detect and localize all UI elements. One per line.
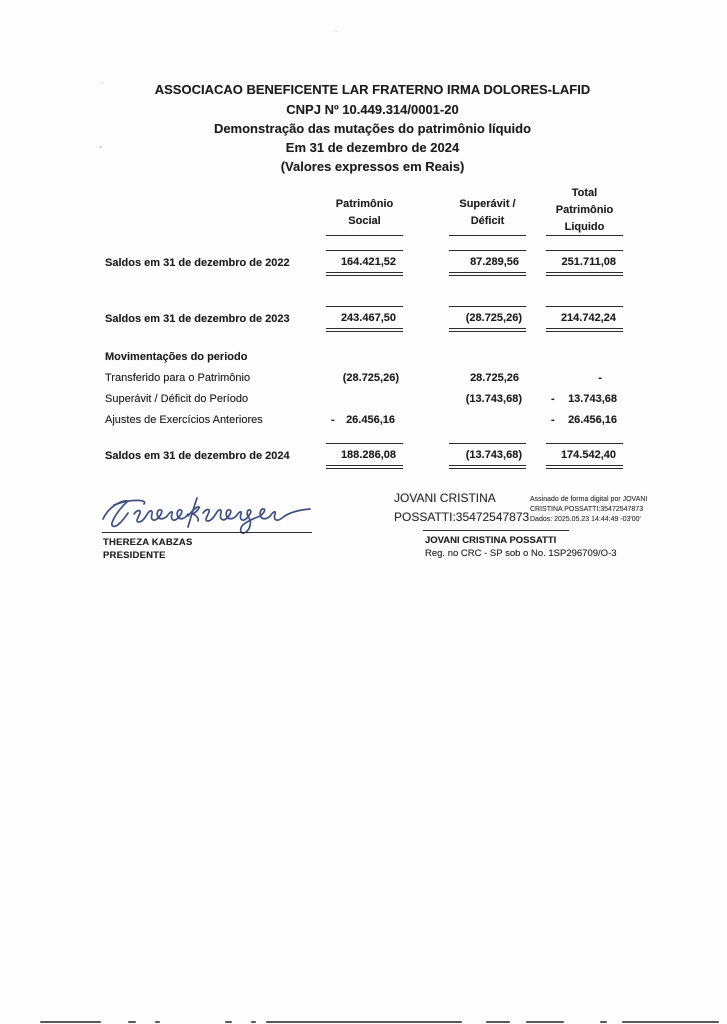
currency-note: (Valores expressos em Reais): [280, 159, 465, 174]
cell-2022-superavit-deficit: 87.289,56: [449, 250, 526, 276]
cell-transferido-total-dash: -: [598, 372, 602, 384]
col2-header-line1: Superávit /: [459, 198, 516, 210]
scan-edge-artifact: [486, 1021, 510, 1023]
scan-edge-artifact: [622, 1021, 719, 1023]
scan-edge-artifact: [40, 1021, 101, 1023]
column-header-patrimonio-social: [326, 196, 403, 236]
row-label-transferido: Transferido para o Patrimônio: [105, 372, 251, 384]
accountant-name: JOVANI CRISTINA POSSATTI: [425, 535, 557, 546]
cell-ajustes-total: 26.456,16: [568, 414, 617, 426]
accountant-crc-registration: Reg. no CRC - SP sob o No. 1SP296709/O-3: [425, 548, 617, 559]
digital-signature-id-line2: POSSATTI:35472547873: [394, 510, 530, 524]
scan-edge-artifact: [600, 1021, 607, 1023]
col1-header-line2: Social: [348, 215, 381, 227]
org-name: ASSOCIACAO BENEFICENTE LAR FRATERNO IRMA DOLORES-LAFID: [154, 82, 591, 97]
cell-ajustes-patrimonio-social-sign: -: [331, 414, 335, 426]
cnpj-line: CNPJ Nº 10.449.314/0001-20: [286, 102, 459, 117]
col3-header-line1: Total: [571, 187, 598, 199]
col3-header-line2: Patrimônio: [555, 204, 614, 216]
cell-2022-total: 251.711,08: [546, 250, 623, 276]
president-title: PRESIDENTE: [103, 550, 166, 561]
accountant-signature-line: [423, 530, 569, 531]
digital-signature-id-line1: JOVANI CRISTINA: [394, 491, 496, 505]
cell-ajustes-total-sign: -: [551, 414, 555, 426]
scan-edge-artifact: [225, 1021, 232, 1023]
cell-2024-patrimonio-social: 188.286,08: [326, 443, 403, 469]
row-label-superavit-periodo: Superávit / Déficit do Período: [105, 393, 249, 405]
cell-2022-patrimonio-social: 164.421,52: [326, 250, 403, 276]
section-title-movimentacoes: Movimentações do periodo: [105, 351, 248, 363]
scan-edge-artifact: [266, 1021, 462, 1023]
president-name: THEREZA KABZAS: [103, 537, 193, 548]
scan-edge-artifact: [128, 1021, 136, 1023]
scan-speck: [335, 30, 338, 32]
cell-2023-superavit-deficit: (28.725,26): [449, 306, 526, 332]
digital-signature-note-line3: Dados: 2025.05.23 14:44:49 -03'00': [530, 516, 641, 523]
row-label-saldos-2024: Saldos em 31 de dezembro de 2024: [105, 450, 290, 462]
scan-edge-artifact: [251, 1021, 256, 1023]
statement-title: Demonstração das mutações do patrimônio líquido: [213, 121, 532, 136]
col3-header-line3: Liquido: [564, 221, 605, 233]
cell-superavit-periodo-total-sign: -: [551, 393, 555, 405]
cell-superavit-periodo-superavit-deficit: (13.743,68): [465, 393, 522, 405]
scan-edge-artifact: [526, 1021, 564, 1023]
date-line: Em 31 de dezembro de 2024: [285, 140, 460, 155]
cell-ajustes-patrimonio-social: 26.456,16: [346, 414, 395, 426]
col2-header-line2: Déficit: [470, 215, 505, 227]
row-label-saldos-2023: Saldos em 31 de dezembro de 2023: [105, 313, 290, 325]
cell-2024-superavit-deficit: (13.743,68): [449, 443, 526, 469]
president-signature-line: [102, 532, 312, 533]
cell-2023-patrimonio-social: 243.467,50: [326, 306, 403, 332]
cell-superavit-periodo-total: 13.743,68: [568, 393, 617, 405]
scan-edge-artifact: [155, 1021, 160, 1023]
scan-speck: [99, 146, 102, 148]
row-label-ajustes: Ajustes de Exercícios Anteriores: [105, 414, 263, 426]
cell-transferido-patrimonio-social: (28.725,26): [342, 372, 399, 384]
col1-header-line1: Patrimônio: [335, 198, 394, 210]
scan-speck: [101, 82, 103, 84]
column-header-superavit-deficit: [449, 196, 526, 236]
cell-2023-total: 214.742,24: [546, 306, 623, 332]
cell-2024-total: 174.542,40: [546, 443, 623, 469]
digital-signature-note-line2: CRISTINA POSSATTI:35472547873: [530, 506, 644, 513]
row-label-saldos-2022: Saldos em 31 de dezembro de 2022: [105, 257, 290, 269]
column-header-total-patrimonio-liquido: [546, 185, 623, 236]
digital-signature-note-line1: Assinado de forma digital por JOVANI: [530, 496, 648, 503]
cell-transferido-superavit-deficit: 28.725,26: [470, 372, 519, 384]
